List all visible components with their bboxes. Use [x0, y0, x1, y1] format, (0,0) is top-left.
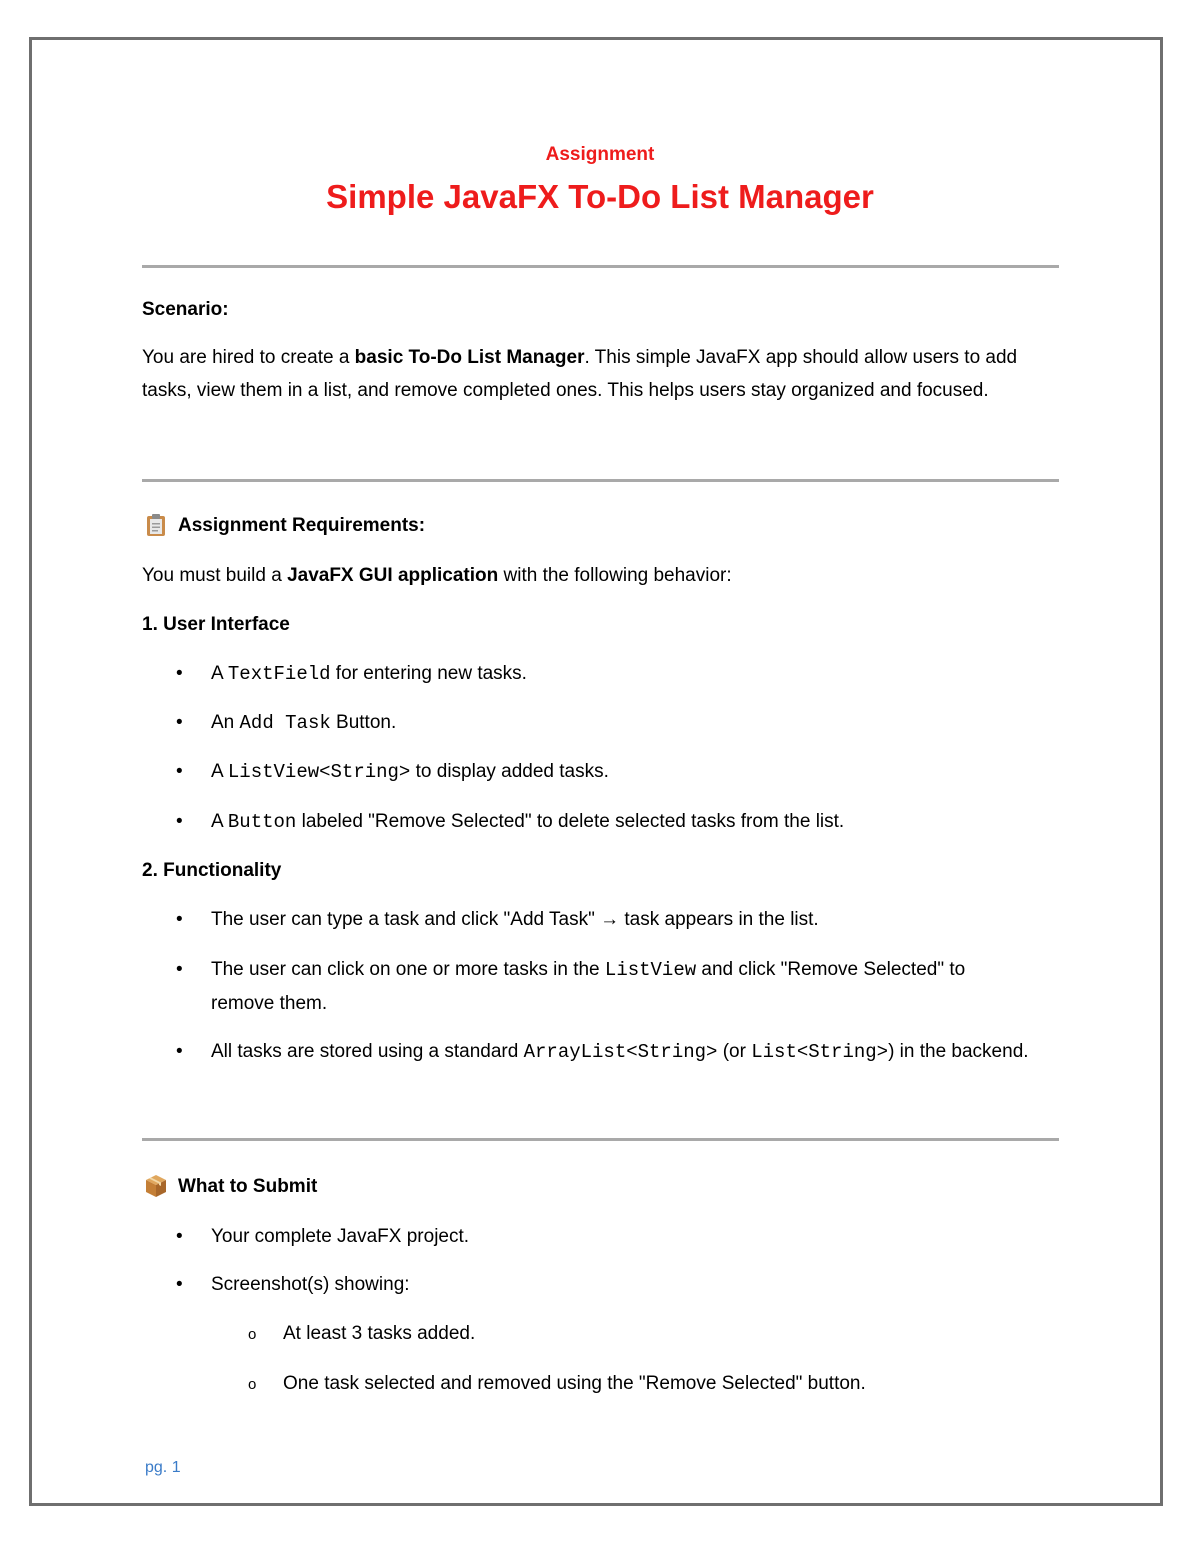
- list-item: [211, 953, 1001, 1020]
- item-code: TextField: [227, 663, 331, 685]
- item-text-rest: to display added tasks.: [410, 761, 609, 782]
- bullet-marker: •: [176, 1041, 183, 1062]
- scenario-emphasis: basic To-Do List Manager: [354, 347, 585, 368]
- functionality-heading: 2. Functionality: [142, 860, 282, 881]
- list-item: [211, 706, 1061, 740]
- item-text: A: [211, 663, 228, 684]
- submit-heading: What to Submit: [178, 1176, 318, 1197]
- bullet-marker: •: [176, 1226, 183, 1247]
- bullet-marker: •: [176, 761, 183, 782]
- item-text-mid: (or: [717, 1041, 752, 1062]
- page-title: Simple JavaFX To-Do List Manager: [326, 178, 874, 215]
- item-text-rest: and click "Remove Selected" to remove them.: [211, 959, 966, 1014]
- intro-emphasis: JavaFX GUI application: [287, 565, 499, 586]
- clipboard-icon: [145, 513, 167, 537]
- divider: [142, 265, 1059, 268]
- scenario-paragraph: [142, 341, 1052, 407]
- list-item: [211, 755, 1061, 789]
- item-text: A: [211, 761, 228, 782]
- item-text-rest: for entering new tasks.: [330, 663, 527, 684]
- scenario-heading: Scenario:: [142, 299, 229, 320]
- item-code: ListView: [604, 959, 697, 981]
- sub-list-item: One task selected and removed using the "Remove Selected" button.: [283, 1373, 866, 1394]
- bullet-marker: •: [176, 663, 183, 684]
- requirements-intro: [142, 559, 1052, 592]
- item-text-rest: labeled "Remove Selected" to delete selected tasks from the list.: [296, 811, 845, 832]
- intro-text: You must build a: [142, 565, 288, 586]
- list-item: Screenshot(s) showing:: [211, 1274, 410, 1295]
- bullet-marker: •: [176, 712, 183, 733]
- package-icon: [145, 1174, 167, 1198]
- bullet-marker: •: [176, 811, 183, 832]
- item-text: The user can type a task and click "Add Task" → task appears in the list.: [211, 909, 819, 930]
- item-text-rest: ) in the backend.: [888, 1041, 1029, 1062]
- scenario-text: You are hired to create a: [142, 347, 355, 368]
- scenario-text-rest: . This simple JavaFX app should allow users to add tasks, view them in a list, and remove completed ones. This helps users stay organized and focused.: [142, 347, 1018, 401]
- list-item: Your complete JavaFX project.: [211, 1226, 470, 1247]
- sub-bullet-marker: o: [248, 1326, 257, 1343]
- ui-heading: 1. User Interface: [142, 614, 290, 635]
- item-code: ListView<String>: [227, 761, 411, 783]
- intro-text-rest: with the following behavior:: [498, 565, 732, 586]
- item-code: Add Task: [239, 712, 331, 734]
- item-text-rest: Button.: [330, 712, 397, 733]
- sub-bullet-marker: o: [248, 1376, 257, 1393]
- item-text: An: [211, 712, 240, 733]
- page-number: pg. 1: [145, 1459, 181, 1476]
- bullet-marker: •: [176, 909, 183, 930]
- divider: [142, 1138, 1059, 1141]
- item-code-2: List<String>: [751, 1041, 889, 1063]
- bullet-marker: •: [176, 1274, 183, 1295]
- item-text: All tasks are stored using a standard: [211, 1041, 524, 1062]
- divider: [142, 479, 1059, 482]
- item-text: The user can click on one or more tasks in the: [211, 959, 605, 980]
- bullet-marker: •: [176, 959, 183, 980]
- list-item: [211, 657, 1061, 691]
- list-item: [211, 903, 1061, 936]
- item-text: A: [211, 811, 228, 832]
- item-code: Button: [227, 811, 297, 833]
- requirements-heading: Assignment Requirements:: [178, 515, 426, 536]
- list-item: [211, 805, 1061, 839]
- item-code: ArrayList<String>: [523, 1041, 718, 1063]
- assignment-kicker: Assignment: [545, 144, 655, 165]
- list-item: [211, 1035, 1061, 1069]
- sub-list-item: At least 3 tasks added.: [283, 1323, 476, 1344]
